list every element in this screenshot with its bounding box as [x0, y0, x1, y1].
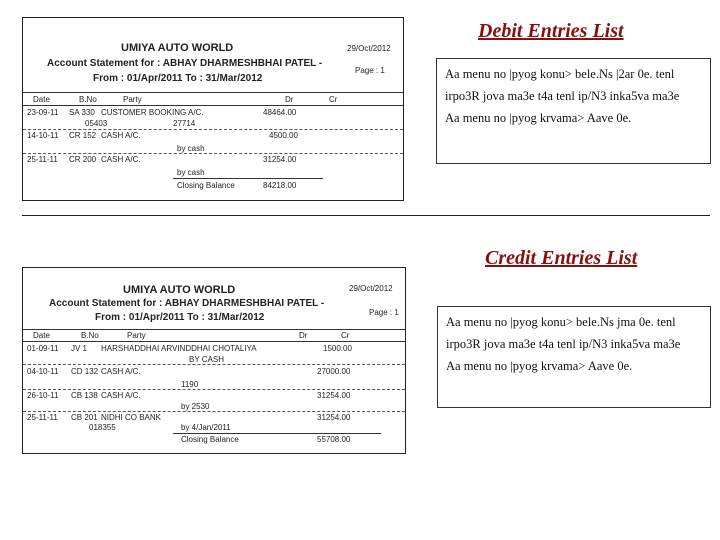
credit-title: Credit Entries List: [485, 247, 638, 269]
row-separator: [23, 411, 405, 412]
closing-rule: [173, 433, 381, 434]
col-party-header: Party: [123, 95, 142, 104]
row-party: HARSHADDHAI ARVINDDHAI CHOTALIYA: [101, 344, 257, 353]
col-bno-header: B.No: [79, 95, 97, 104]
row-separator: [23, 389, 405, 390]
header-bottom-rule: [23, 105, 403, 106]
row-party: NIDHI CO BANK: [101, 413, 162, 422]
row-party: by cash: [177, 168, 205, 177]
row-dr: 4500.00: [269, 131, 298, 140]
col-date-header: Date: [33, 95, 50, 104]
closing-balance-value: 55708.00: [317, 435, 351, 444]
row-party: 1190: [181, 380, 199, 389]
credit-statement-scan: [22, 267, 406, 454]
page-number: Page : 1: [369, 308, 399, 317]
period-line: From : 01/Apr/2011 To : 31/Mar/2012: [93, 73, 263, 84]
account-line: Account Statement for : ABHAY DHARMESHBHAI PATEL -: [49, 298, 325, 309]
row-bno: CR 200: [69, 155, 97, 164]
row-bno: CB 201: [71, 413, 98, 422]
row-bno: CB 138: [71, 391, 98, 400]
debit-title: Debit Entries List: [478, 20, 624, 42]
section-divider: [22, 215, 710, 216]
col-party-header: Party: [127, 331, 146, 340]
row-cr: 27000.00: [317, 367, 351, 376]
row-date: 23-09-11: [27, 108, 59, 117]
row-party: by cash: [177, 144, 205, 153]
col-dr-header: Dr: [285, 95, 294, 104]
page-number: Page : 1: [355, 66, 385, 75]
company-name: UMIYA AUTO WORLD: [123, 284, 236, 296]
account-line: Account Statement for : ABHAY DHARMESHBHAI PATEL -: [47, 58, 323, 69]
row-bno: JV 1: [71, 344, 88, 353]
row-party: BY CASH: [189, 355, 224, 364]
row-dr: 48464.00: [263, 108, 297, 117]
debit-note-box: [436, 58, 711, 164]
statement-date: 29/Oct/2012: [349, 284, 393, 293]
row-party: by 4/Jan/2011: [181, 423, 231, 432]
row-party: CASH A/C.: [101, 131, 141, 140]
row-cr: 1500.00: [323, 344, 352, 353]
row-bno: CD 132: [71, 367, 99, 376]
credit-note-box: [437, 306, 711, 408]
row-separator: [23, 153, 403, 154]
header-top-rule: [23, 92, 403, 93]
company-name: UMIYA AUTO WORLD: [121, 42, 234, 54]
row-party: by 2530: [181, 402, 210, 411]
header-top-rule: [23, 329, 405, 330]
row-party: CUSTOMER BOOKING A/C.: [101, 108, 204, 117]
note-line: Aa menu no |pyog konu> bele.Ns jma 0e. tenl: [446, 315, 676, 329]
row-bno: SA 330: [69, 108, 95, 117]
row-date: 26-10-11: [27, 391, 59, 400]
statement-date: 29/Oct/2012: [347, 44, 391, 53]
col-bno-header: B.No: [81, 331, 99, 340]
row-party: CASH A/C.: [101, 155, 141, 164]
note-line: Aa menu no |pyog konu> bele.Ns |2ar 0e. tenl: [445, 67, 675, 81]
col-date-header: Date: [33, 331, 50, 340]
row-dr: 31254.00: [263, 155, 297, 164]
row-date: 14-10-11: [27, 131, 59, 140]
row-party: 27714: [173, 119, 196, 128]
row-bno: CR 152: [69, 131, 97, 140]
note-line: irpo3R jova ma3e t4a tenl ip/N3 inka5va ma3e: [445, 89, 680, 103]
row-separator: [23, 364, 405, 365]
closing-balance-label: Closing Balance: [177, 181, 235, 190]
row-date: 25-11-11: [27, 155, 58, 164]
row-bno: 05403: [85, 119, 108, 128]
row-date: 04-10-11: [27, 367, 59, 376]
row-party: CASH A/C.: [101, 391, 141, 400]
row-cr: 31254.00: [317, 391, 351, 400]
debit-statement-scan: [22, 17, 404, 201]
header-bottom-rule: [23, 341, 405, 342]
col-cr-header: Cr: [329, 95, 338, 104]
closing-balance-label: Closing Balance: [181, 435, 239, 444]
note-line: Aa menu no |pyog krvama> Aave 0e.: [445, 111, 632, 125]
row-date: 01-09-11: [27, 344, 59, 353]
row-date: 25-11-11: [27, 413, 58, 422]
note-line: irpo3R jova ma3e t4a tenl ip/N3 inka5va ma3e: [446, 337, 681, 351]
col-cr-header: Cr: [341, 331, 350, 340]
col-dr-header: Dr: [299, 331, 308, 340]
closing-rule: [173, 178, 323, 179]
period-line: From : 01/Apr/2011 To : 31/Mar/2012: [95, 312, 265, 323]
row-bno: 018355: [89, 423, 116, 432]
row-cr: 31254.00: [317, 413, 351, 422]
closing-balance-value: 84218.00: [263, 181, 297, 190]
row-separator: [23, 129, 403, 130]
note-line: Aa menu no |pyog krvama> Aave 0e.: [446, 359, 633, 373]
row-party: CASH A/C.: [101, 367, 141, 376]
